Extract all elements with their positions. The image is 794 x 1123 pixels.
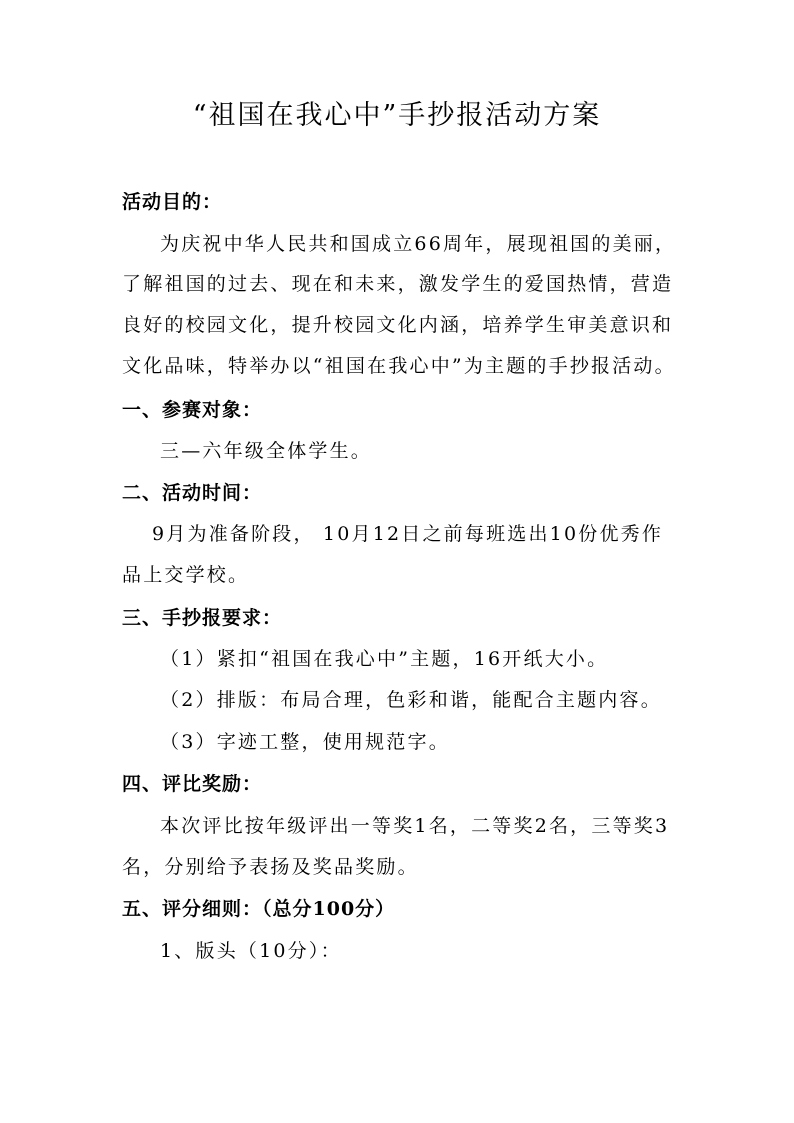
section-heading-requirements: 三、手抄报要求： bbox=[122, 607, 283, 629]
document-title: “祖国在我心中”手抄报活动方案 bbox=[192, 100, 602, 131]
paragraph-line: 9月为准备阶段， 10月12日之前每班选出10份优秀作 bbox=[152, 523, 664, 545]
section-heading-awards: 四、评比奖励： bbox=[122, 773, 263, 795]
paragraph-line: 本次评比按年级评出一等奖1名，二等奖2名，三等奖3 bbox=[160, 815, 670, 837]
list-item: 1、版头（10分）： bbox=[160, 940, 342, 962]
paragraph-line: 为庆祝中华人民共和国成立66周年，展现祖国的美丽， bbox=[160, 233, 677, 255]
section-heading-time: 二、活动时间： bbox=[122, 482, 263, 504]
paragraph-line: 品上交学校。 bbox=[122, 564, 250, 586]
paragraph-line: 良好的校园文化，提升校园文化内涵，培养学生审美意识和 bbox=[122, 314, 674, 336]
paragraph-line: 三—六年级全体学生。 bbox=[160, 440, 373, 462]
paragraph-line: 文化品味，特举办以“祖国在我心中”为主题的手抄报活动。 bbox=[122, 355, 676, 377]
list-item: （1）紧扣“祖国在我心中”主题，16开纸大小。 bbox=[160, 648, 609, 670]
list-item: （2）排版：布局合理，色彩和谐，能配合主题内容。 bbox=[160, 689, 662, 711]
section-heading-purpose: 活动目的： bbox=[122, 191, 223, 213]
section-heading-participants: 一、参赛对象： bbox=[122, 399, 263, 421]
list-item: （3）字迹工整，使用规范字。 bbox=[160, 731, 450, 753]
section-heading-scoring: 五、评分细则：（总分100分） bbox=[122, 898, 396, 920]
paragraph-line: 名，分别给予表扬及奖品奖励。 bbox=[122, 856, 419, 878]
paragraph-line: 了解祖国的过去、现在和未来，激发学生的爱国热情，营造 bbox=[122, 273, 674, 295]
